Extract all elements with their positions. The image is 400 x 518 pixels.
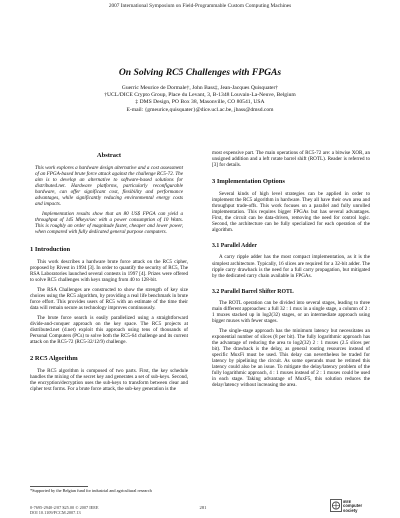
body-paragraph: most expensive part. The main operations of RC5-72 are: a bitwise XOR, an unsigned addition and a left rotate barrel shift (ROTL). Reader is referred to [3] for details. [212,150,370,169]
body-paragraph: This work describes a hardware brute force attack on the RC5 cipher, proposed by Rivest in 1994 [3]. In order to quantify the security of RC5, The RSA Laboratories launched several contests in 1997 [4]. Prizes were offered to solve RC5 challenges with keys ranging from 40 to 128-bit. [30,258,188,283]
doi-line: DOI 10.1109/FCCM.2007.13 [30,510,81,516]
section-heading-introduction: 1 Introduction [30,245,71,253]
body-paragraph: The single-stage approach has the minimum latency but necessitates an exponential number of slices (8 per bit). The fully logarithmic approach has the advantage of reducing the area to log2(32) 2 : 1 muxes (2.5 slices per bit). The drawback is the delay, as general routing resources instead of specific MuxFi must be used. This delay can nevertheless be traded for latency by pipelining the circuit. As some operands must be retimed this latency could also be an issue. To mitigate the delay/latency problem of the fully logarithmic approach, 4 : 1 muxes instead of 2 : 1 muxes could be used in each stage. Taking advantage of MuxF5, this solution reduces the delay/latency without increasing the area. [212,327,370,389]
body-paragraph: The brute force search is easily parallelized using a straightforward divide-and-conquer approach on the key space. The RC5 projects at distributed.net (d.net) exploit this approach using tens of thousands of Personal Computers (PCs) to solve both the RC5-64 challenge and its current attack on the RC5-72 (RC5-32/12/9) challenge. [30,314,188,346]
author-emails: E-mail: {gmeurice,quisquater}@dice.ucl.ac.be, jbass@dmsd.com [126,106,274,113]
ieee-logo-icon [330,499,342,512]
isbn-line: 0-7695-2940-2/07 $25.00 © 2007 IEEE [30,505,99,510]
author-block [30,85,370,114]
conference-header: 2007 International Symposium on Field-Programmable Custom Computing Machines [108,3,292,9]
abstract-heading: Abstract [96,152,122,159]
right-column [212,150,370,392]
left-column [30,152,188,396]
body-paragraph: The ROTL operation can be divided into several stages, leading to three main different approaches: a full 32 : 1 mux in a single stage, a column of 2 : 1 muxes stacked up in log2(32) stages, or an intermediate approach using bigger muxes with fewer stages. [212,299,370,324]
section-heading-implementation-options: 3 Implementation Options [212,178,285,186]
subsection-heading-barrel-shifter: 3.2 Parallel Barrel Shifter ROTL [212,288,294,295]
logo-text: IEEE computer society [343,500,363,513]
body-paragraph: The RC5 algorithm is composed of two parts. First, the key schedule handles the mixing of the secret key and generates a set of sub-keys. Second, the encryption/decryption uses the sub-keys to transform between clear and cipher text forms. For a brute force attack, the sub-key generation is the [30,368,188,393]
body-paragraph: A carry ripple adder has the most compact implementation, as it is the simplest architecture. Typically, 16 slices are required for a 32-bit adder. The ripple carry drawback is the need for a full carry propagation, but mitigated by the dedicated carry chain available in FPGAs. [212,254,370,279]
affiliation-ucl: †UCL/DICE Crypto Group, Place du Levant, 3, B-1348 Louvain-La-Neuve, Belgium [104,92,296,99]
footnote: *Supported by the Belgian fund for industrial and agricultural research [30,487,152,493]
page-number: 281 [199,505,207,510]
author-names: Guerric Meurice de Dormale†, John Bass‡, Jean-Jacques Quisquater† [121,85,279,91]
publication-info [30,505,180,515]
body-paragraph: The RSA Challenges are constructed to show the strength of key size choices using the RC5 algorithm, by providing a real life benchmark in brute force effort. This provides users of RC5 with an estimate of the time their data will remain secure as technology improves continuously. [30,286,188,311]
paper-title: On Solving RC5 Challenges with FPGAs [118,67,282,78]
affiliation-dms: ‡ DMS Design, PO Box 38, Masonville, CO 80541, USA [135,99,265,106]
ieee-computer-society-logo [330,499,374,513]
abstract-paragraph: This work explores a hardware design alternative and a cost assessment of an FPGA-based brute force attack against the challenge RC5-72. The aim is to develop an alternative to software-based solutions for distributed.net. Hardware platforms, particularly reconfigurable hardware, can offer significant cost, flexibility and performance advantages, while significantly reducing environmental energy costs and impacts. [35,165,183,208]
abstract-paragraph: Implementation results show that an 80 US$ FPGA can yield a throughput of 145 Mkeys/sec with a power consumption of 10 Watts. This is roughly an order of magnitude faster, cheaper and lower power, when compared with fully dedicated general purpose computers. [35,211,183,236]
body-paragraph: Several kinds of high level strategies can be applied in order to implement the RC5 algorithm in hardware. They all have their own area and throughput trade-offs. This work focuses on a parallel and fully unrolled implementation. This requires bigger FPGAs but has several advantages. First, the circuit can be data-driven, removing the need for control logic. Second, the architecture can be fully specialized for each operation of the algorithm. [212,191,370,234]
section-heading-rc5-algorithm: 2 RC5 Algorithm [30,355,78,363]
subsection-heading-parallel-adder: 3.1 Parallel Adder [212,243,257,250]
